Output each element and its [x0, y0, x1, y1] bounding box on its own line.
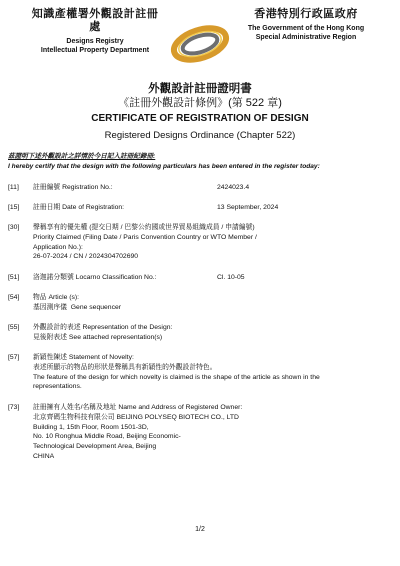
government-name-en-line2: Special Administrative Region [255, 34, 357, 41]
novelty-value-en-line1: The feature of the design for which novelty is claimed is the shape of the article as shown in the [33, 373, 320, 381]
label-zh: 物品 [33, 294, 47, 301]
label-zh: 外觀設計的表述 [33, 324, 81, 331]
label-en-line2: Application No.): [33, 243, 83, 251]
owner-address-line1: Building 1, 15th Floor, Room 1501-3D, [33, 423, 149, 431]
article-value-zh: 基因測序儀 [33, 303, 67, 311]
label-zh: 註冊日期 [33, 204, 61, 211]
label-en: Name and Address of Registered Owner: [118, 404, 243, 411]
label-zh: 新穎性陳述 [33, 354, 67, 361]
owner-address-line3: Technological Development Area, Beijing [33, 443, 157, 451]
item-number: [73] [8, 404, 20, 411]
page-number: 1/2 [195, 526, 205, 533]
label-en: Article (s): [48, 294, 80, 301]
item-number: [55] [8, 324, 20, 331]
ordinance-title-zh: 《註冊外觀設計條例》(第 522 章) [118, 97, 282, 109]
government-name-zh: 香港特別行政區政府 [254, 8, 358, 20]
certificate-title-zh: 外觀設計註冊證明書 [148, 83, 252, 95]
novelty-value-zh: 表述所顯示的物品的形狀是聲稱具有新穎性的外觀設計特色。 [33, 363, 217, 371]
owner-name-zh: 北京齊碼生物科技有限公司 [33, 413, 115, 421]
label-zh: 聲稱享有的優先權 (提交日期 / 巴黎公約國或世界貿易組織成員 / 申請編號) [33, 224, 255, 231]
item-number: [30] [8, 224, 20, 231]
item-number: [57] [8, 354, 20, 361]
certification-statement [8, 152, 394, 172]
registry-name-zh: 知識產權署外觀設計註冊處 [31, 8, 159, 33]
owner-name-en: BEIJING POLYSEQ BIOTECH CO., LTD [116, 413, 239, 421]
government-name-en-line1: The Government of the Hong Kong [247, 25, 365, 32]
representation-value-en: See attached representation(s) [68, 333, 163, 341]
label-en: Statement of Novelty: [68, 354, 134, 361]
owner-address-line4: CHINA [33, 452, 55, 460]
article-value-en: Gene sequencer [70, 303, 122, 311]
label-en: Registration No.: [62, 184, 113, 191]
item-number: [15] [8, 204, 20, 211]
label-en: Locarno Classification No.: [75, 274, 157, 281]
label-en-line1: Priority Claimed (Filing Date / Paris Convention Country or WTO Member / [33, 233, 257, 241]
label-zh: 註冊編號 [33, 184, 61, 191]
locarno-class-value: Cl. 10-05 [217, 274, 245, 281]
header-right [226, 8, 386, 42]
priority-value: 26-07-2024 / CN / 2024304702690 [33, 253, 139, 261]
label-zh: 洛迦諾分類號 [33, 274, 74, 281]
item-number: [54] [8, 294, 20, 301]
certification-statement-zh: 茲證明下述外觀設計之詳情於今日記入註冊紀錄冊: [8, 153, 156, 160]
label-en: Representation of the Design: [82, 324, 173, 331]
ordinance-title-en: Registered Designs Ordinance (Chapter 522) [104, 130, 296, 141]
department-name-en: Intellectual Property Department [40, 47, 150, 54]
registration-number-value: 2424023.4 [217, 184, 250, 191]
label-zh: 註冊擁有人姓名/名稱及地址 [33, 404, 117, 411]
certificate-title-block [0, 82, 400, 143]
registration-date-value: 13 September, 2024 [217, 204, 279, 211]
certificate-title-en: CERTIFICATE OF REGISTRATION OF DESIGN [91, 113, 309, 124]
representation-value-zh: 見後附表述 [33, 333, 67, 341]
certification-statement-en: I hereby certify that the design with the following particulars has been entered in the register today: [8, 163, 320, 170]
item-number: [11] [8, 184, 19, 191]
item-number: [51] [8, 274, 20, 281]
hksar-ipd-ring-logo-icon [169, 20, 231, 68]
novelty-value-en-line2: representations. [33, 383, 82, 391]
header-left [30, 8, 160, 55]
owner-address-line2: No. 10 Ronghua Middle Road, Beijing Economic- [33, 433, 181, 441]
label-en: Date of Registration: [62, 204, 125, 211]
registry-name-en: Designs Registry [66, 38, 124, 45]
